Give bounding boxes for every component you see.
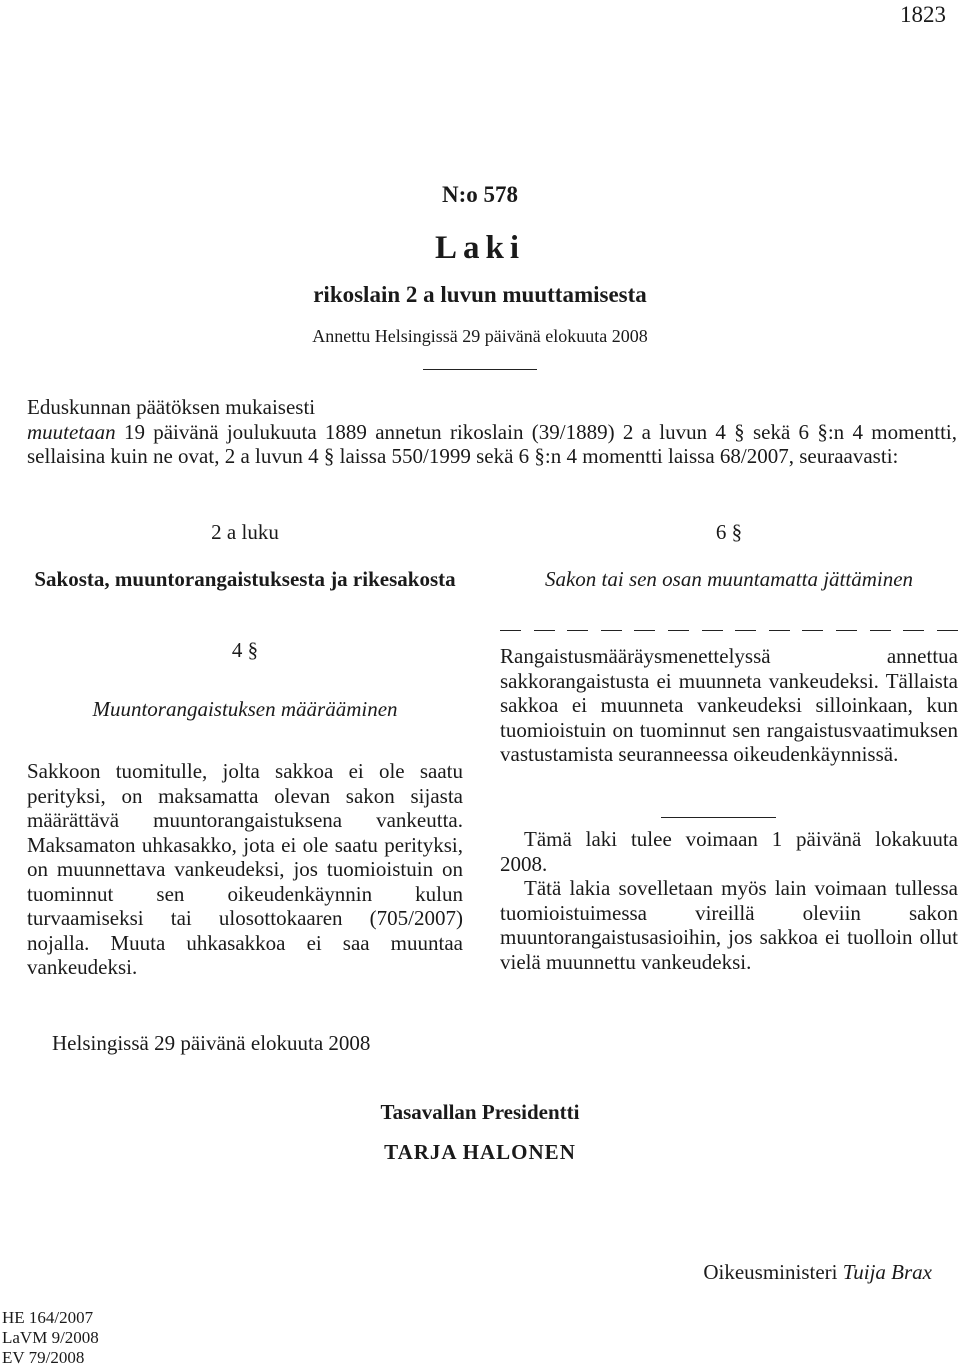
reference-item: LaVM 9/2008 (2, 1328, 99, 1347)
reference-item: EV 79/2008 (2, 1348, 85, 1367)
chapter-heading: 2 a luku (211, 520, 279, 544)
signatory-title: Tasavallan Presidentti (380, 1100, 580, 1124)
page-number: 1823 (900, 2, 946, 27)
section-4-title: Muuntorangaistuksen määrääminen (92, 697, 398, 721)
section-4-heading: 4 § (231, 638, 259, 662)
section-6-heading: 6 § (715, 520, 743, 544)
minister-name: Tuija Brax (842, 1260, 932, 1284)
preamble (27, 395, 957, 469)
section-6-title: Sakon tai sen osan muuntamatta jättäminen (544, 567, 914, 591)
preamble-line: Eduskunnan päätöksen mukaisesti (27, 395, 316, 419)
amend-keyword: muutetaan (27, 419, 116, 444)
amendment-text: 19 päivänä joulukuuta 1889 annetun rikoslain (39/1889) 2 a luvun 4 § sekä 6 §:n 4 momentti, sellaisina kuin ne ovat, 2 a luvun 4 § laissa 550/1999 sekä 6 §:n 4 momentti laissa 68/2007, seuraavasti: (27, 419, 957, 468)
section-6-body: Rangaistusmääräysmenettelyssä annettua sakkorangaistusta ei muunneta vankeudeksi. Tällaista sakkoa ei muunneta vankeudeksi silloinkaan, kun tuomioistuin on tuominnut sen rangaistusvaatimuksen vastustamista seuranneessa oikeudenkäynnissä. (500, 644, 958, 766)
statute-number: N:o 578 (441, 182, 519, 207)
issued-date: Annettu Helsingissä 29 päivänä elokuuta 2008 (312, 326, 648, 346)
omission-dashes (500, 620, 958, 634)
chapter-title: Sakosta, muuntorangaistuksesta ja rikesakosta (34, 567, 456, 591)
title-divider (423, 369, 537, 370)
transitional-provision: Tätä lakia sovelletaan myös lain voimaan tullessa tuomioistuimessa vireillä oleviin sakon muuntorangaistusasioihin, jos sakkoa ei tuolloin ollut vielä muunnettu vankeudeksi. (500, 876, 958, 974)
legislative-references (2, 1308, 99, 1368)
amendment-clause (27, 420, 957, 469)
entry-into-force: Tämä laki tulee voimaan 1 päivänä lokakuuta 2008. (500, 827, 958, 876)
place-date: Helsingissä 29 päivänä elokuuta 2008 (52, 1031, 371, 1055)
minister-signature (703, 1260, 932, 1285)
document-title: Laki (434, 230, 526, 266)
signatory-name: TARJA HALONEN (384, 1140, 576, 1164)
section-divider (661, 817, 776, 818)
reference-item: HE 164/2007 (2, 1308, 94, 1327)
minister-title: Oikeusministeri (703, 1260, 838, 1284)
section-4-body: Sakkoon tuomitulle, jolta sakkoa ei ole saatu perityksi, on maksamatta olevan sakon sijasta määrättävä muuntorangaistuksena vankeutta. Maksamaton uhkasakko, jota ei ole saatu perityksi, on muunnettava vankeudeksi, jos tuomioistuin on tuominnut sen oikeudenkäynnin kulun turvaamiseksi tai ulosottokaaren (705/2007) nojalla. Muuta uhkasakkoa ei saa muuntaa vankeudeksi. (27, 759, 463, 979)
enactment-clauses (500, 827, 958, 974)
document-subject: rikoslain 2 a luvun muuttamisesta (313, 282, 647, 307)
